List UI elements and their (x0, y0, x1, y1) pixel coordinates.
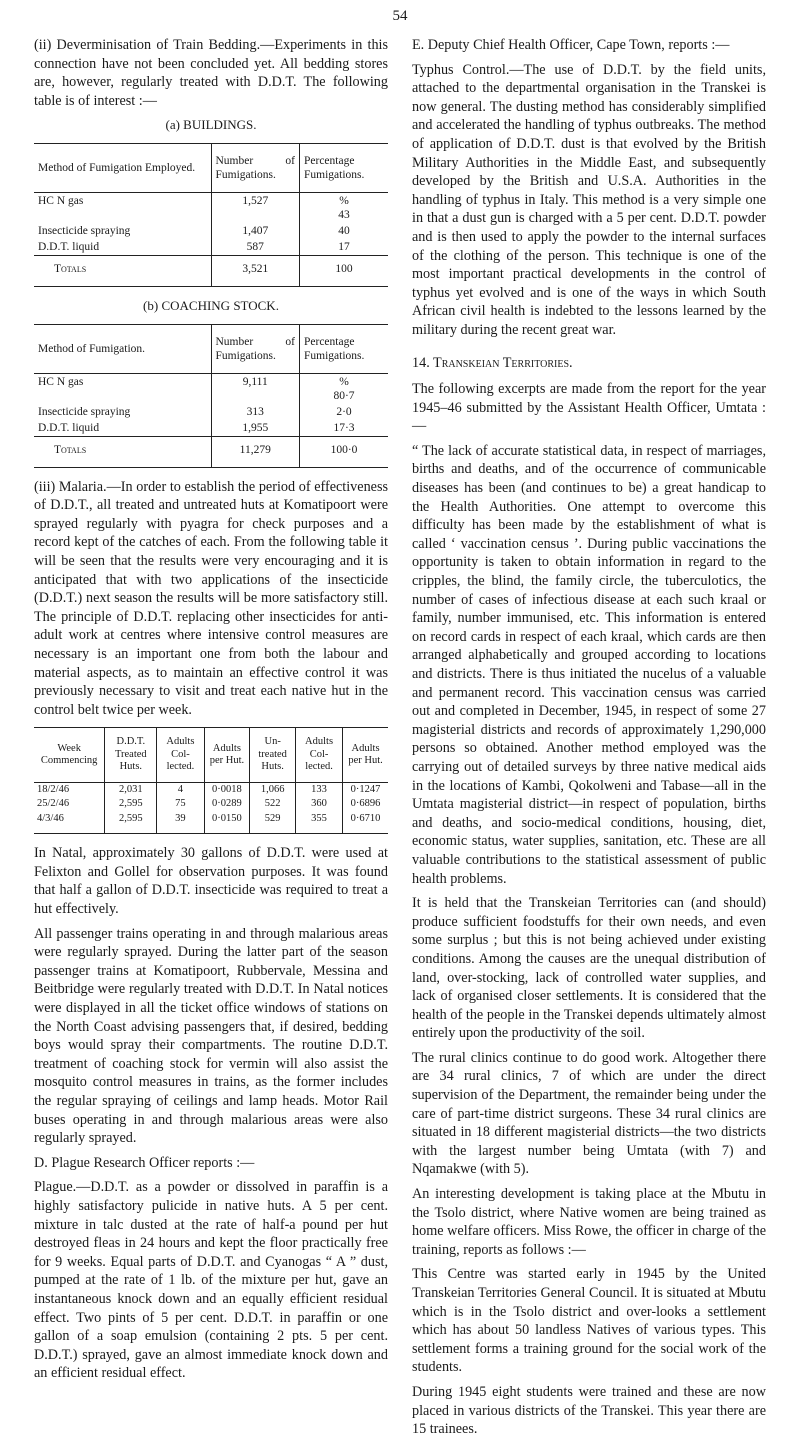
paragraph-centre: This Centre was started early in 1945 by the United Transkeian Territories General Council. It is situated at Mbutu which is in the Tsolo district and over-looks a settlement which has about 50 landless Natives of various types. This settlement forms a training ground for the social work of the students. (412, 1266, 766, 1376)
table-row (34, 404, 388, 420)
percent-unit: % (339, 375, 349, 388)
table-row (34, 797, 388, 812)
table-row (34, 420, 388, 437)
table-cell: 100·0 (300, 436, 389, 467)
table-cell: 1,407 (211, 223, 300, 239)
table-coaching-stock (34, 324, 388, 468)
table-cell: 0·6896 (343, 797, 388, 812)
table-cell: 17·3 (300, 420, 389, 437)
table-cell: 1,527 (211, 192, 300, 223)
paragraph-deputy-officer: E. Deputy Chief Health Officer, Cape Town, reports :— (412, 37, 730, 53)
table-cell: 4/3/46 (37, 812, 64, 824)
table-cell: 529 (250, 812, 296, 834)
left-column (34, 36, 388, 1389)
table-cell (300, 373, 389, 404)
table-a-caption: (a) BUILDINGS. (165, 117, 257, 133)
table-cell: Insecticide spraying (38, 224, 131, 237)
table-cell: 0·1247 (343, 782, 388, 797)
section-heading: 14. Transkeian Territories. (412, 354, 573, 371)
table-cell: 11,279 (211, 436, 300, 467)
table-cell: 4 (157, 782, 204, 797)
table-cell: 2,031 (105, 782, 157, 797)
table-header: Number of Fumigations. (211, 143, 300, 192)
table-cell: 0·6710 (343, 812, 388, 834)
paragraph-students: During 1945 eight students were trained and these are now placed in various districts of the Transkei. This year there are 15 trainees. (412, 1383, 766, 1438)
table-cell: 1,955 (211, 420, 300, 437)
table-cell: 133 (295, 782, 342, 797)
table-cell: Totals (34, 436, 211, 467)
table-cell-value: 43 (338, 208, 350, 221)
table-cell: 25/2/46 (37, 798, 70, 810)
paragraph-excerpts-intro: The following excerpts are made from the report for the year 1945–46 submitted by the Assistant Health Officer, Umtata :— (412, 381, 766, 435)
table-cell: HC N gas (38, 194, 84, 207)
table-b-caption: (b) COACHING STOCK. (143, 297, 279, 313)
table-header: Percentage Fumigations. (300, 324, 389, 373)
table-header: Un- treated Huts. (250, 728, 296, 783)
table-malaria-catches (34, 727, 388, 834)
percent-unit: % (339, 194, 349, 207)
table-header: Number of Fumigations. (211, 324, 300, 373)
table-header: Percentage Fumigations. (300, 143, 389, 192)
paragraph-train-bedding: (ii) Deverminisation of Train Bedding.—Experiments in this connection have not been concluded yet. All bedding stores are, however, regularly treated with D.D.T. The following table is of interest :— (34, 37, 388, 109)
paragraph-statistical-data: “ The lack of accurate statistical data, in respect of marriages, births and deaths, and of the occurrence of communicable diseases has been (and continues to be) a great handicap to the Health Authorities. One attempt to overcome this difficulty has been made by the establishment of what is called ‘ vaccination census ’. During public vaccinations the opportunity is taken to obtain information in regard to the cripples, the blind, the family circle, the tuberculotics, the number of cases of infectious disease at each such kraal or family, number immunised, etc. This information is entered on record cards in respect of each kraal, which cards are then arranged alphabetically and grouped according to locations and districts. There is thus initiated the nucelus of a valuable and permanent record. This vaccination census was carried out and completed in December, 1945, in respect of some 27 magisterial districts and records of approximately 1,290,000 persons so obtained. Another method employed was the carrying out of detailed surveys by three native medical aids in the locations of Kambi, Qokolweni and Tabase—all in the Umtata magisterial district—in respect of population, births and deaths, and socio-medical conditions, housing, diet, economic status, water supplies, sanitation, etc. These are all valuable contributions to the statistical assessment of public health problems. (412, 442, 766, 887)
table-header: Adults Col- lected. (157, 728, 204, 783)
table-cell: 355 (295, 812, 342, 834)
table-row (34, 812, 388, 834)
table-cell: 0·0289 (204, 797, 250, 812)
table-cell: D.D.T. liquid (38, 421, 100, 434)
table-cell: 40 (300, 223, 389, 239)
paragraph-malaria: (iii) Malaria.—In order to establish the period of effectiveness of D.D.T., all treated and untreated huts at Komatipoort were sprayed regularly with pyagra for check purposes and a record kept of the catches of each. From the following table it will be seen that the results were very encouraging and it is anticipated that with two applications of the insecticide (D.D.T.) next season the results will be more satisfactory still. The principle of D.D.T. replacing other insecticides for anti-adult work at centres where intensive control measures are necessary is an important one from both the labour and material aspects, as to maintain an effective control it was previously necessary to visit and treat each native hut in the control belt twice per week. (34, 478, 388, 718)
table-row (34, 782, 388, 797)
table-cell: Insecticide spraying (38, 405, 131, 418)
table-cell: 0·0150 (204, 812, 250, 834)
table-total-row (34, 436, 388, 467)
table-buildings (34, 143, 388, 287)
paragraph-plague-officer: D. Plague Research Officer reports :— (34, 1154, 255, 1171)
table-header: Adults Col- lected. (295, 728, 342, 783)
table-cell: 360 (295, 797, 342, 812)
table-row (34, 373, 388, 404)
table-cell: 2·0 (300, 404, 389, 420)
table-cell: 39 (157, 812, 204, 834)
table-cell: 18/2/46 (37, 783, 70, 795)
paragraph-mbutu: An interesting development is taking place at the Mbutu in the Tsolo district, where Native women are being trained as home welfare officers. Miss Rowe, the officer in charge of the training, reports as follows :— (412, 1186, 766, 1258)
table-header: Adults per Hut. (204, 728, 250, 783)
page-number: 54 (392, 8, 408, 24)
table-cell: 3,521 (211, 255, 300, 286)
table-cell-value: 80·7 (333, 389, 355, 402)
table-header: Week Commencing (34, 728, 105, 783)
paragraph-plague: Plague.—D.D.T. as a powder or dissolved in paraffin is a highly satisfactory pulicide in native huts. A 5 per cent. mixture in talc dusted at the rate of half-a pound per hut destroyed fleas in 24 hours and kept the floor practically free for 9 weeks. Equal parts of D.D.T. and Cyanogas “ A ” dust, pumped at the rate of 1 lb. of the mixture per hut, gave an instantaneous knock down and an equally efficient residual effect. Two pints of 5 per cent. D.D.T. in paraffin or one gallon of a soap emulsion (containing 2 pts. 5 per cent. D.D.T.) sprayed, gave an almost immediate knock down and an efficient residual effect. (34, 1179, 388, 1382)
table-cell: 17 (300, 239, 389, 256)
table-row (34, 192, 388, 223)
table-cell: 100 (300, 255, 389, 286)
table-total-row (34, 255, 388, 286)
table-row (34, 223, 388, 239)
table-cell: 0·0018 (204, 782, 250, 797)
table-cell: HC N gas (38, 375, 84, 388)
paragraph-typhus-control: Typhus Control.—The use of D.D.T. by the field units, attached to the departmental organisation in the Transkei is now general. The dusting method has considerably simplified and accelerated the handling of typhus outbreaks. The method of application of D.D.T. dust is that evolved by the British Military Authorities in the Middle East, and subsequently developed by the British and U.S.A. Authorities in the handling of typhus in Italy. This method is a very simple one in that a dust gun is charged with a 5 per cent. D.D.T. powder and is then used to apply the powder to the internal surfaces of the clothing of the person. This technique is one of the most important practical developments in the control of typhus yet evolved and is one of the ways in which South African civil health is indebted to the lessons learned by the military during the recent great war. (412, 61, 766, 338)
table-cell (300, 192, 389, 223)
table-header: D.D.T. Treated Huts. (105, 728, 157, 783)
paragraph-natal: In Natal, approximately 30 gallons of D.D.T. were used at Felixton and Gollel for observation purposes. It was found that half a gallon of D.D.T. insecticide was required to treat a hut effectively. (34, 845, 388, 918)
table-cell: 587 (211, 239, 300, 256)
table-header: Adults per Hut. (343, 728, 388, 783)
table-cell: 2,595 (105, 812, 157, 834)
table-header: Method of Fumigation. (34, 324, 211, 373)
table-cell: 313 (211, 404, 300, 420)
table-cell: Totals (34, 255, 211, 286)
table-cell: 1,066 (250, 782, 296, 797)
table-cell: 522 (250, 797, 296, 812)
right-column (412, 36, 766, 1445)
paragraph-foodstuffs: It is held that the Transkeian Territories can (and should) produce sufficient foodstuffs for their own needs, and even some surplus ; but this is not being achieved under existing conditions. Among the causes are the unequal distribution of land, over-stocking, lack of controlled water supplies, and lack of organised closer settlements. It is considered that the health of the people in the Transkei depends ultimately almost entirely upon the productivity of the soil. (412, 895, 766, 1042)
table-cell: D.D.T. liquid (38, 240, 100, 253)
table-header: Method of Fumigation Employed. (34, 143, 211, 192)
table-cell: 2,595 (105, 797, 157, 812)
paragraph-passenger-trains: All passenger trains operating in and through malarious areas were regularly sprayed. During the latter part of the season passenger trains at Komatipoort, Rubbervale, Messina and Beitbridge were regularly treated with D.D.T. In Natal notices were displayed in all the ticket office windows of stations on the North Coast advising passengers that, if desired, bedding boys would spray their compartments. The routine D.D.T. treatment of coaching stock for vermin will also assist the mosquito control measures in trains, as the former includes the regular spraying of ceilings and lamp heads. Motor Rail buses operating in and through malarious areas were also regularly sprayed. (34, 925, 388, 1147)
table-cell: 9,111 (211, 373, 300, 404)
paragraph-rural-clinics: The rural clinics continue to do good work. Altogether there are 34 rural clinics, 7 of which are under the direct supervision of the Department, the remainder being under the care of part-time district surgeons. These 34 rural clinics are situated in 18 different magisterial districts—the two districts with the largest number being Umtata (with 7) and Nqamakwe (with 5). (412, 1049, 766, 1178)
table-cell: 75 (157, 797, 204, 812)
table-row (34, 239, 388, 256)
